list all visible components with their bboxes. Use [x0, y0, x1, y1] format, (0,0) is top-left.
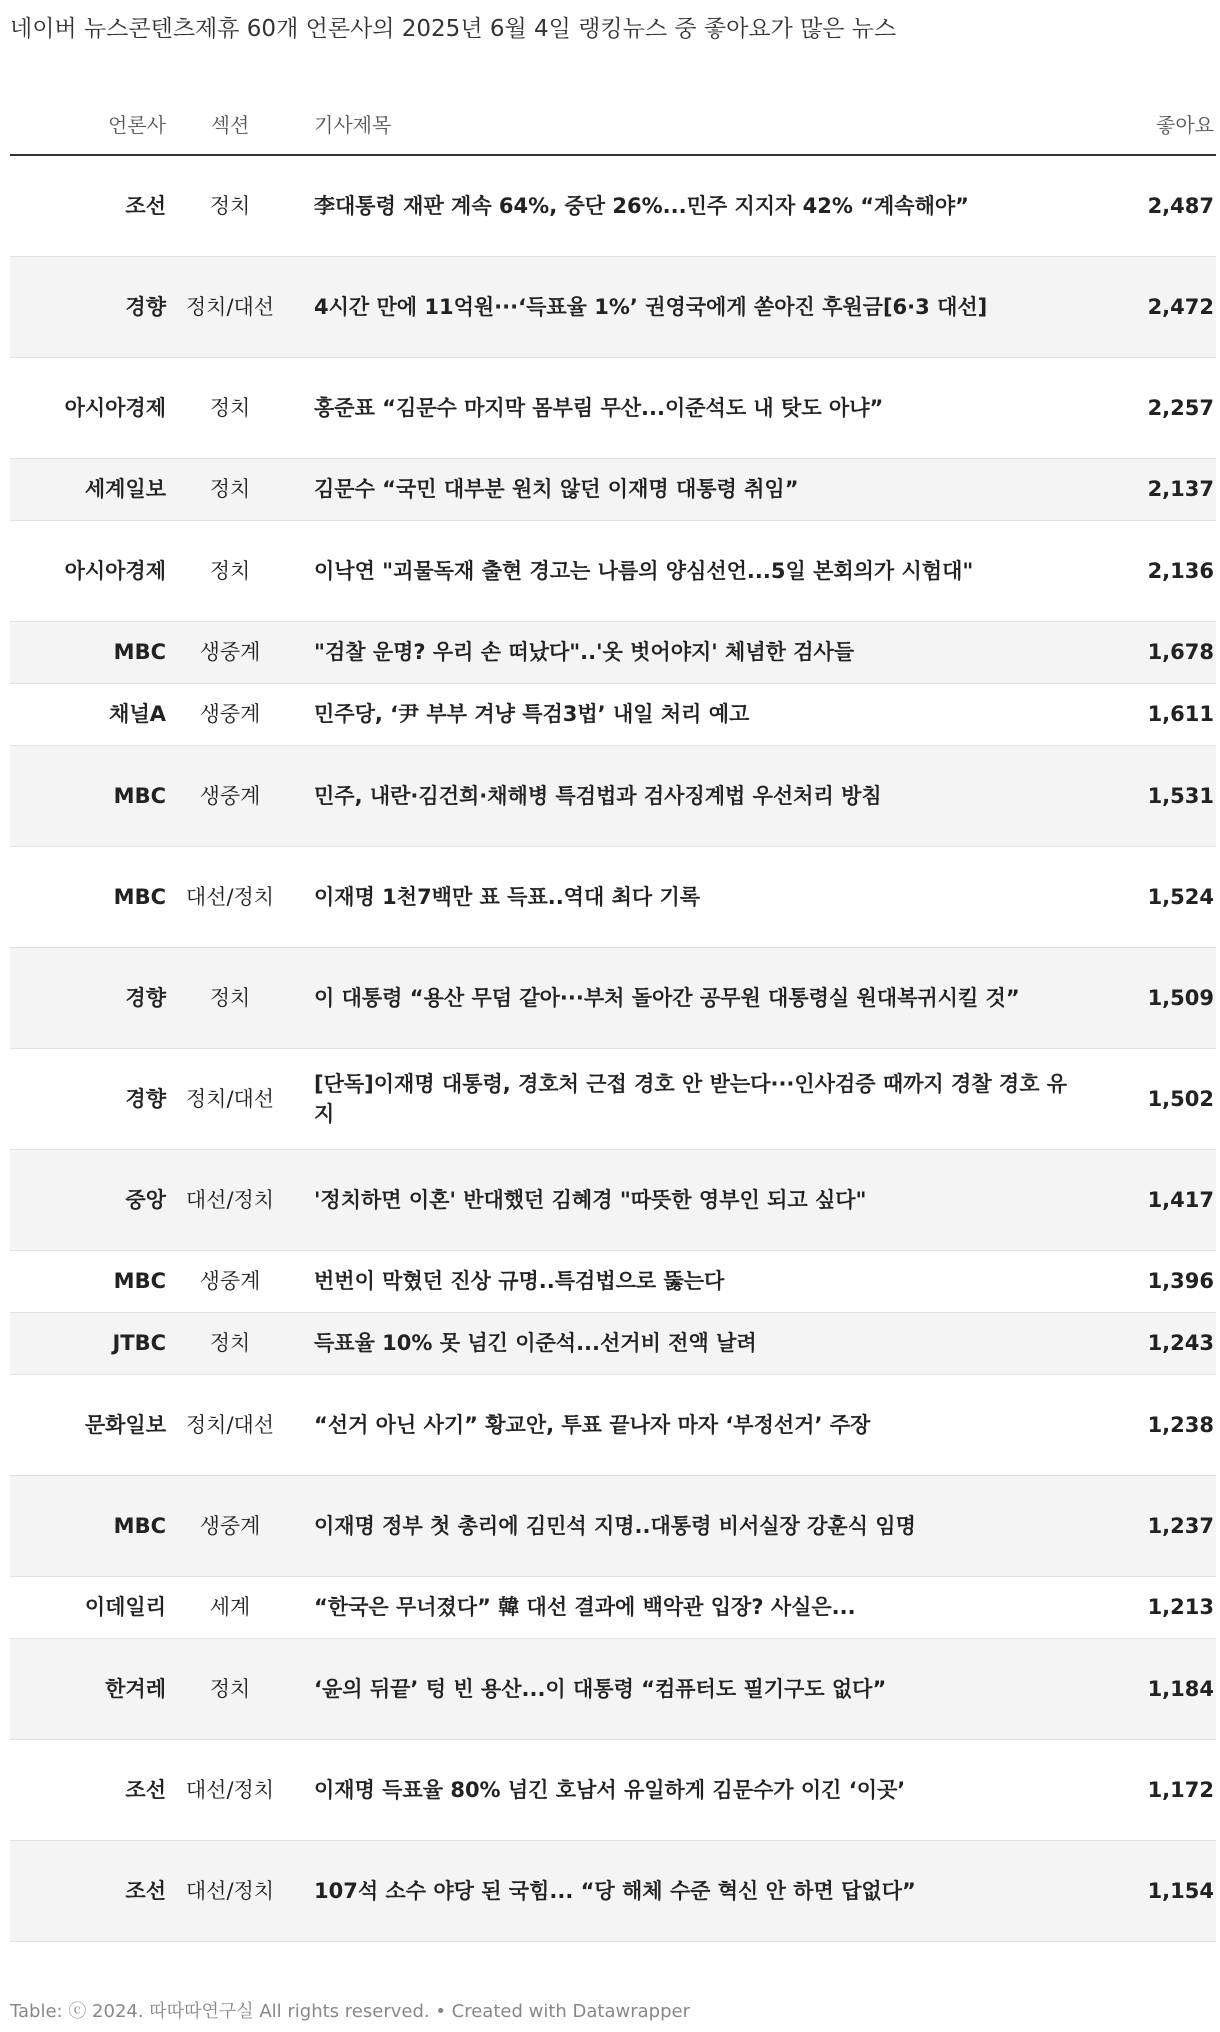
table-row — [10, 1740, 1216, 1841]
cell-title: 이재명 1천7백만 표 득표..역대 최다 기록 — [290, 847, 1090, 948]
cell-likes: 1,213 — [1090, 1577, 1216, 1639]
cell-title: 홍준표 “김문수 마지막 몸부림 무산...이준석도 내 탓도 아냐” — [290, 358, 1090, 459]
cell-section: 정치/대선 — [170, 1375, 290, 1476]
cell-publisher: MBC — [10, 847, 170, 948]
cell-section: 정치 — [170, 1313, 290, 1375]
table-row — [10, 1841, 1216, 1942]
cell-publisher: 한겨레 — [10, 1639, 170, 1740]
cell-likes: 1,531 — [1090, 746, 1216, 847]
column-header-publisher: 언론사 — [10, 92, 170, 155]
cell-likes: 2,257 — [1090, 358, 1216, 459]
cell-section: 생중계 — [170, 1251, 290, 1313]
cell-publisher: 조선 — [10, 1740, 170, 1841]
ranking-table — [10, 92, 1216, 1942]
cell-publisher: MBC — [10, 1251, 170, 1313]
cell-publisher: 조선 — [10, 155, 170, 257]
cell-publisher: 세계일보 — [10, 459, 170, 521]
cell-publisher: 이데일리 — [10, 1577, 170, 1639]
cell-likes: 1,524 — [1090, 847, 1216, 948]
cell-title: 이재명 득표율 80% 넘긴 호남서 유일하게 김문수가 이긴 ‘이곳’ — [290, 1740, 1090, 1841]
cell-publisher: 문화일보 — [10, 1375, 170, 1476]
table-row — [10, 1313, 1216, 1375]
column-header-likes: 좋아요 — [1090, 92, 1216, 155]
cell-likes: 1,172 — [1090, 1740, 1216, 1841]
cell-title: 107석 소수 야당 된 국힘... “당 해체 수준 혁신 안 하면 답없다” — [290, 1841, 1090, 1942]
cell-likes: 2,136 — [1090, 521, 1216, 622]
footer-credit: Table: ⓒ 2024. 따따따연구실 All rights reserved. • Created with Datawrapper — [10, 2001, 690, 2022]
cell-likes: 1,417 — [1090, 1150, 1216, 1251]
cell-section: 대선/정치 — [170, 1740, 290, 1841]
cell-title: 김문수 “국민 대부분 원치 않던 이재명 대통령 취임” — [290, 459, 1090, 521]
cell-publisher: 경향 — [10, 1049, 170, 1150]
cell-title: 李대통령 재판 계속 64%, 중단 26%...민주 지지자 42% “계속해야” — [290, 155, 1090, 257]
cell-section: 대선/정치 — [170, 1841, 290, 1942]
cell-title: 4시간 만에 11억원···‘득표율 1%’ 권영국에게 쏟아진 후원금[6·3 대선] — [290, 257, 1090, 358]
cell-title: 득표율 10% 못 넘긴 이준석...선거비 전액 날려 — [290, 1313, 1090, 1375]
cell-likes: 1,509 — [1090, 948, 1216, 1049]
cell-likes: 2,137 — [1090, 459, 1216, 521]
cell-title: 민주당, ‘尹 부부 겨냥 특검3법’ 내일 처리 예고 — [290, 684, 1090, 746]
cell-publisher: 조선 — [10, 1841, 170, 1942]
cell-publisher: 경향 — [10, 948, 170, 1049]
table-row — [10, 459, 1216, 521]
cell-likes: 2,472 — [1090, 257, 1216, 358]
cell-section: 정치 — [170, 358, 290, 459]
cell-likes: 1,154 — [1090, 1841, 1216, 1942]
cell-publisher: 경향 — [10, 257, 170, 358]
cell-likes: 2,487 — [1090, 155, 1216, 257]
table-row — [10, 1639, 1216, 1740]
cell-title: 이 대통령 “용산 무덤 같아···부처 돌아간 공무원 대통령실 원대복귀시킬 것” — [290, 948, 1090, 1049]
cell-title: "검찰 운명? 우리 손 떠났다"..'옷 벗어야지' 체념한 검사들 — [290, 622, 1090, 684]
cell-title: “한국은 무너졌다” 韓 대선 결과에 백악관 입장? 사실은... — [290, 1577, 1090, 1639]
cell-title: “선거 아닌 사기” 황교안, 투표 끝나자 마자 ‘부정선거’ 주장 — [290, 1375, 1090, 1476]
cell-section: 정치 — [170, 948, 290, 1049]
cell-publisher: JTBC — [10, 1313, 170, 1375]
table-row — [10, 257, 1216, 358]
column-header-title: 기사제목 — [290, 92, 1090, 155]
cell-likes: 1,502 — [1090, 1049, 1216, 1150]
cell-section: 정치/대선 — [170, 257, 290, 358]
cell-likes: 1,396 — [1090, 1251, 1216, 1313]
cell-publisher: 아시아경제 — [10, 521, 170, 622]
cell-title: 이낙연 "괴물독재 출현 경고는 나름의 양심선언...5일 본회의가 시험대" — [290, 521, 1090, 622]
cell-section: 정치/대선 — [170, 1049, 290, 1150]
cell-publisher: MBC — [10, 1476, 170, 1577]
table-row — [10, 622, 1216, 684]
header-row — [10, 92, 1216, 155]
cell-title: 이재명 정부 첫 총리에 김민석 지명..대통령 비서실장 강훈식 임명 — [290, 1476, 1090, 1577]
cell-likes: 1,243 — [1090, 1313, 1216, 1375]
cell-likes: 1,678 — [1090, 622, 1216, 684]
table-row — [10, 684, 1216, 746]
column-header-section: 섹션 — [170, 92, 290, 155]
cell-publisher: 채널A — [10, 684, 170, 746]
cell-section: 생중계 — [170, 746, 290, 847]
cell-section: 대선/정치 — [170, 1150, 290, 1251]
cell-section: 세계 — [170, 1577, 290, 1639]
cell-section: 생중계 — [170, 1476, 290, 1577]
table-row — [10, 746, 1216, 847]
cell-section: 정치 — [170, 521, 290, 622]
table-header — [10, 92, 1216, 155]
table-row — [10, 155, 1216, 257]
cell-likes: 1,238 — [1090, 1375, 1216, 1476]
cell-section: 정치 — [170, 155, 290, 257]
cell-section: 생중계 — [170, 684, 290, 746]
cell-publisher: 중앙 — [10, 1150, 170, 1251]
table-row — [10, 1049, 1216, 1150]
table-row — [10, 1150, 1216, 1251]
table-row — [10, 847, 1216, 948]
table-container — [10, 92, 1216, 1942]
cell-likes: 1,611 — [1090, 684, 1216, 746]
cell-section: 정치 — [170, 1639, 290, 1740]
cell-title: 민주, 내란·김건희·채해병 특검법과 검사징계법 우선처리 방침 — [290, 746, 1090, 847]
cell-section: 생중계 — [170, 622, 290, 684]
table-row — [10, 358, 1216, 459]
table-row — [10, 521, 1216, 622]
table-row — [10, 1476, 1216, 1577]
cell-title: [단독]이재명 대통령, 경호처 근접 경호 안 받는다···인사검증 때까지 경찰 경호 유지 — [290, 1049, 1090, 1150]
cell-publisher: MBC — [10, 622, 170, 684]
cell-likes: 1,184 — [1090, 1639, 1216, 1740]
cell-publisher: 아시아경제 — [10, 358, 170, 459]
cell-section: 정치 — [170, 459, 290, 521]
table-body — [10, 155, 1216, 1942]
cell-likes: 1,237 — [1090, 1476, 1216, 1577]
table-row — [10, 1251, 1216, 1313]
chart-title: 네이버 뉴스콘텐츠제휴 60개 언론사의 2025년 6월 4일 랭킹뉴스 중 좋아요가 많은 뉴스 — [10, 16, 897, 42]
cell-title: '정치하면 이혼' 반대했던 김혜경 "따뜻한 영부인 되고 싶다" — [290, 1150, 1090, 1251]
table-row — [10, 1375, 1216, 1476]
cell-section: 대선/정치 — [170, 847, 290, 948]
table-row — [10, 948, 1216, 1049]
cell-publisher: MBC — [10, 746, 170, 847]
cell-title: ‘윤의 뒤끝’ 텅 빈 용산...이 대통령 “컴퓨터도 필기구도 없다” — [290, 1639, 1090, 1740]
table-row — [10, 1577, 1216, 1639]
cell-title: 번번이 막혔던 진상 규명..특검법으로 뚫는다 — [290, 1251, 1090, 1313]
